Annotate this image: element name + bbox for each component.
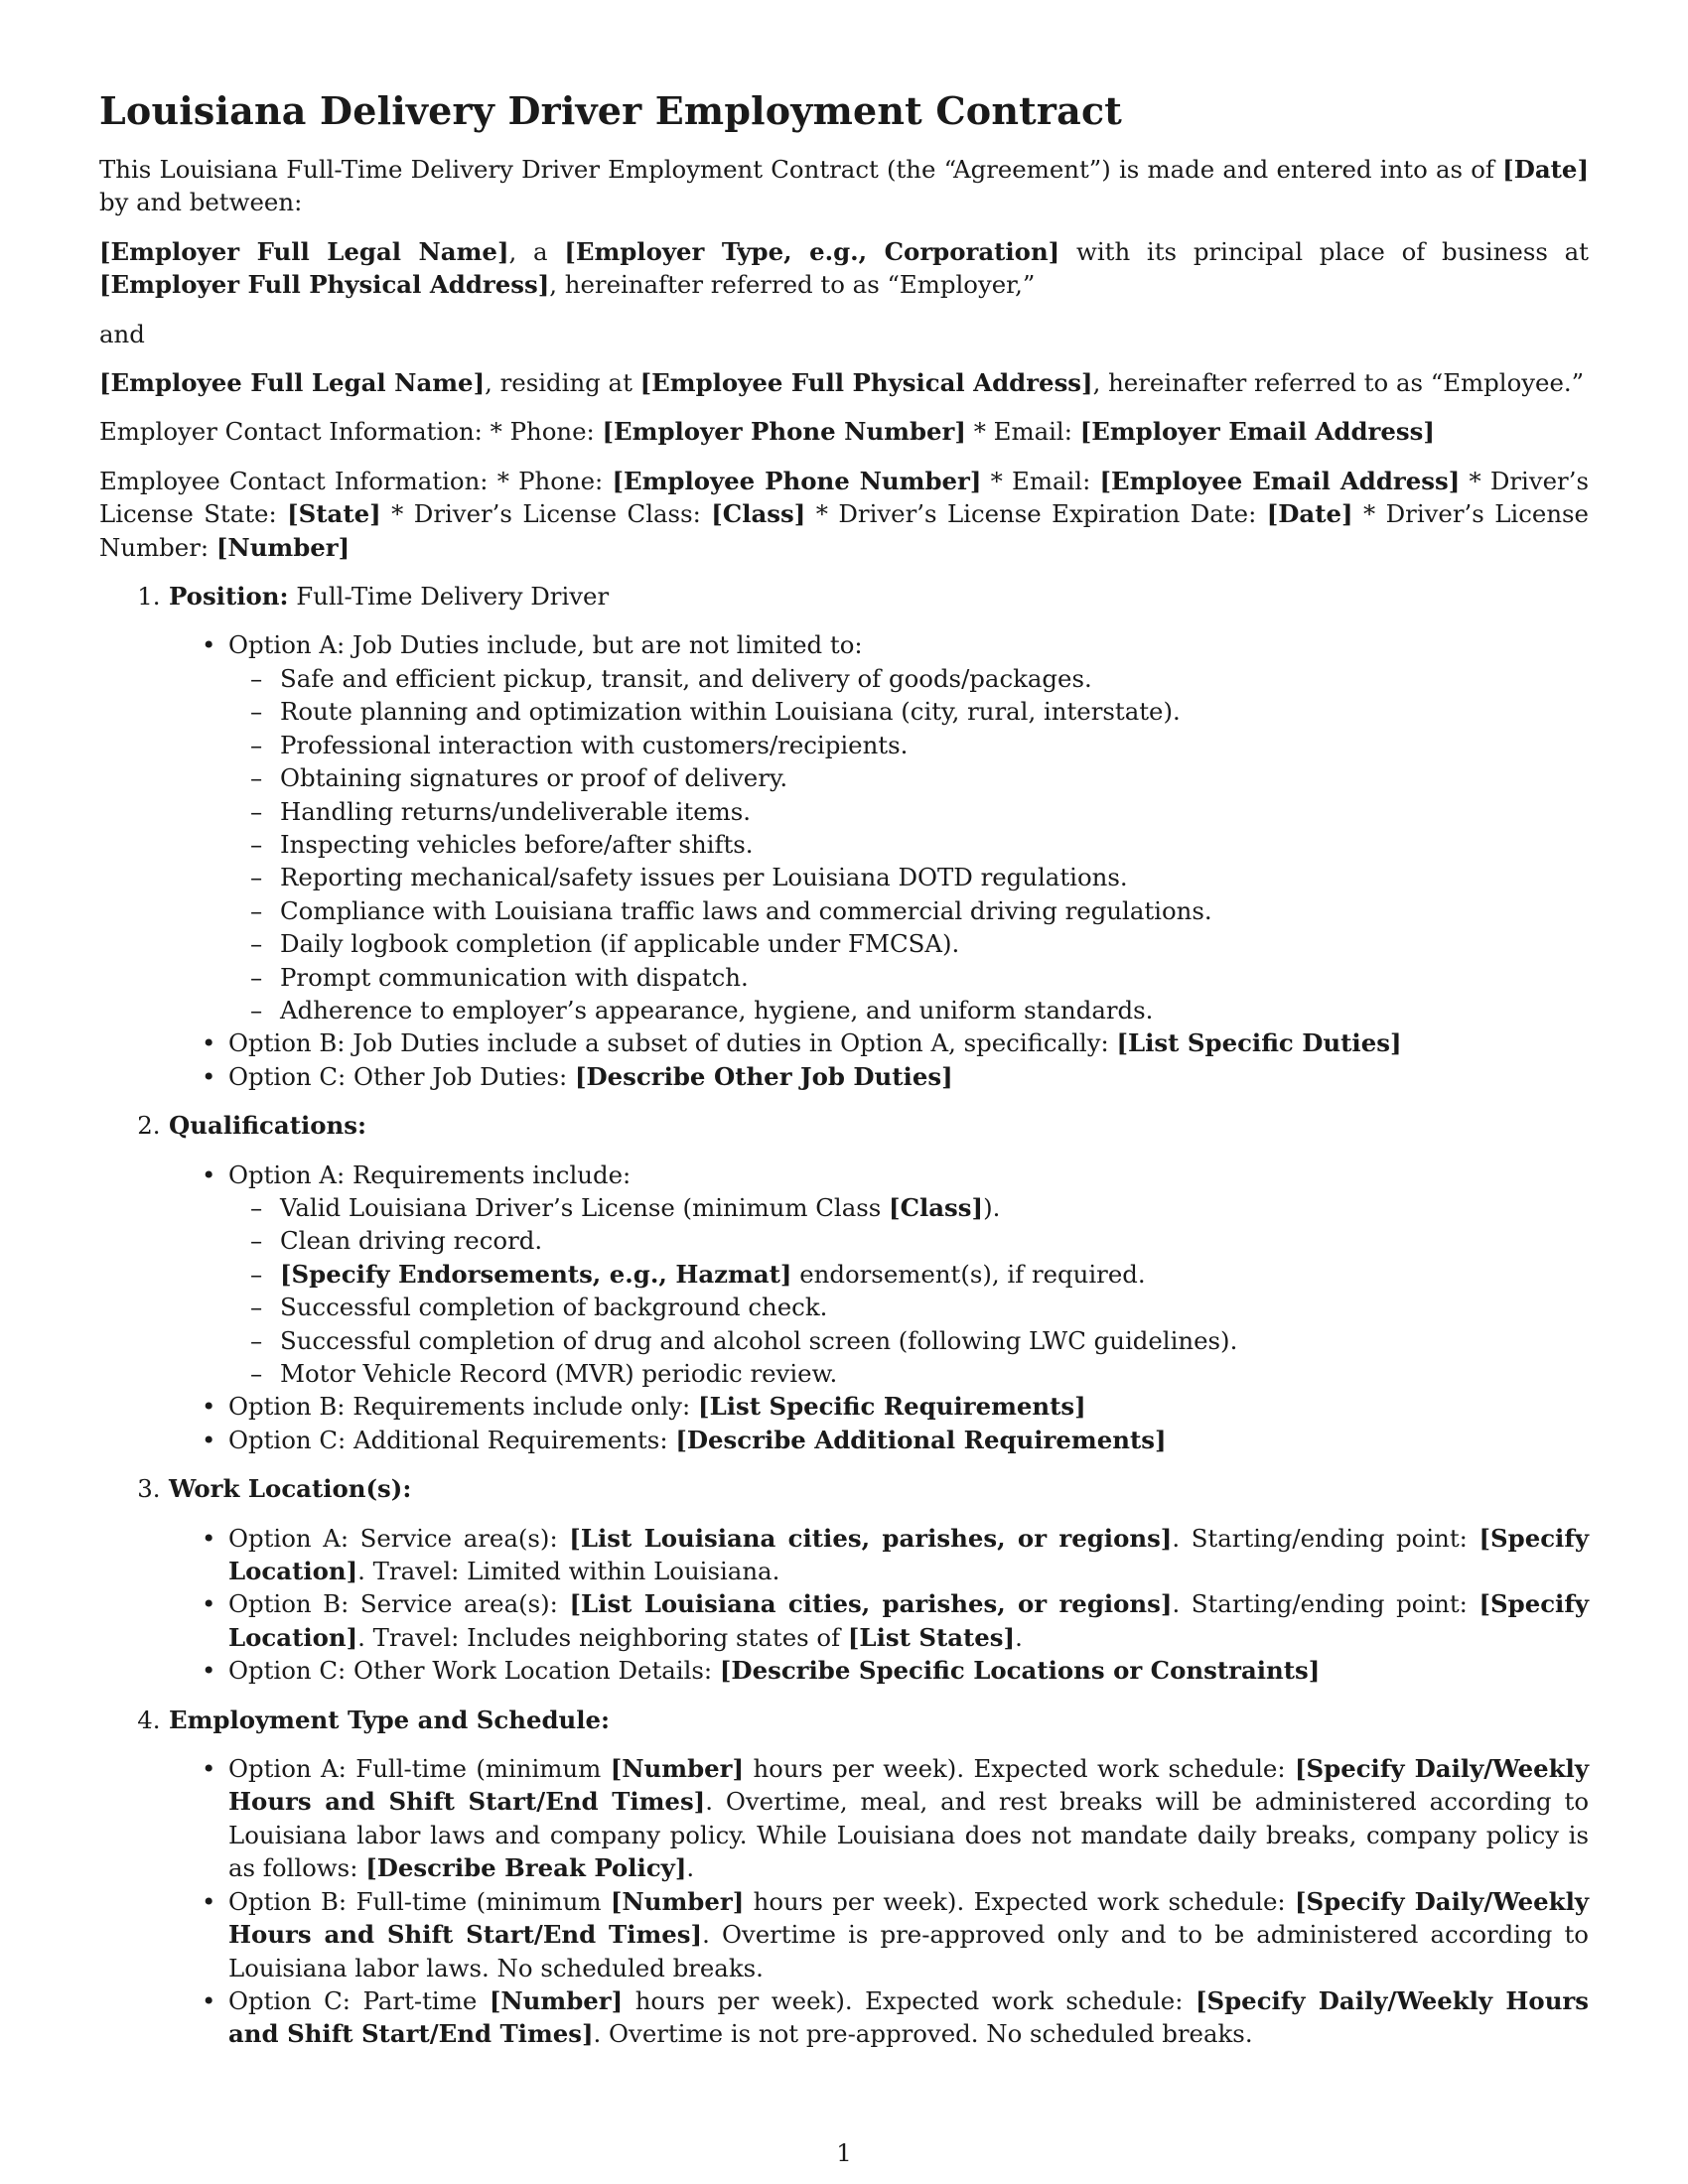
placeholder-date: [Date] (1502, 155, 1589, 184)
section-number: 4. (137, 1705, 161, 1734)
page-title: Louisiana Delivery Driver Employment Contract (99, 88, 1123, 133)
option-c: • Option C: Other Job Duties: [Describe Other Job Duties] (228, 1060, 1589, 1093)
placeholder-employee-name: [Employee Full Legal Name] (99, 368, 486, 398)
list-item: – Route planning and optimization within Louisiana (city, rural, interstate). (280, 695, 1589, 728)
list-item: – Motor Vehicle Record (MVR) periodic review. (280, 1357, 1589, 1390)
option-b: • Option B: Job Duties include a subset of duties in Option A, specifically: [List Specific Duties] (228, 1026, 1589, 1059)
page-number: 1 (836, 2138, 852, 2167)
employee-paragraph: [Employee Full Legal Name], residing at [Employee Full Physical Address], hereinafter referred to as “Employee.” (99, 368, 1585, 398)
list-item: – Reporting mechanical/safety issues per Louisiana DOTD regulations. (280, 861, 1589, 893)
option-a: • Option A: Full-time (minimum [Number] hours per week). Expected work schedule: [Specify Daily/Weekly Hours and Shift Start/End Times]. Overtime, meal, and rest breaks will be administered according to Louisiana labor laws and company policy. While Louisiana does not mandate daily breaks, company policy is as follows: [Describe Break Policy]. (228, 1752, 1589, 1885)
option-b: • Option B: Full-time (minimum [Number] hours per week). Expected work schedule: [Specify Daily/Weekly Hours and Shift Start/End Times]. Overtime is pre-approved only and to be administered according to Louisiana labor laws. No scheduled breaks. (228, 1885, 1589, 1984)
list-item: – Valid Louisiana Driver’s License (minimum Class [Class]). (280, 1191, 1589, 1224)
list-item: – Professional interaction with customers/recipients. (280, 729, 1589, 761)
placeholder-license-class: [Class] (711, 499, 806, 529)
intro-paragraph: This Louisiana Full-Time Delivery Driver Employment Contract (the “Agreement”) is made and entered into as of [Date] by and between: (99, 155, 1589, 217)
option-c: • Option C: Part-time [Number] hours per week). Expected work schedule: [Specify Daily/Weekly Hours and Shift Start/End Times]. Overtime is not pre-approved. No scheduled breaks. (228, 1984, 1589, 2051)
list-item: – Obtaining signatures or proof of delivery. (280, 761, 1589, 794)
option-a: • Option A: Service area(s): [List Louisiana cities, parishes, or regions]. Starting/ending point: [Specify Location]. Travel: Limited within Louisiana. (228, 1522, 1589, 1588)
section-work-location (99, 1472, 1589, 1687)
list-item: – Inspecting vehicles before/after shifts. (280, 828, 1589, 861)
section-title: Position: (169, 582, 289, 612)
contract-sections (99, 580, 1589, 2051)
option-list (99, 1159, 1589, 1457)
option-list (99, 1522, 1589, 1688)
section-position (99, 580, 1589, 1093)
employee-contact: Employee Contact Information: * Phone: [Employee Phone Number] * Email: [Employee Email Address] * Driver’s License State: [State] * Driver’s License Class: [Class] * Driver’s License Expiration Date: [Date] * Driver’s License Number: [Number] (99, 466, 1589, 562)
section-title: Employment Type and Schedule: (169, 1705, 611, 1734)
section-heading: 1. Position: Full-Time Delivery Driver (99, 580, 1589, 613)
placeholder-employer-phone: [Employer Phone Number] (602, 417, 966, 447)
list-item: – Successful completion of background check. (280, 1291, 1589, 1323)
list-item: – Prompt communication with dispatch. (280, 961, 1589, 994)
option-b: • Option B: Service area(s): [List Louisiana cities, parishes, or regions]. Starting/ending point: [Specify Location]. Travel: Includes neighboring states of [List States]. (228, 1587, 1589, 1654)
section-number: 1. (137, 582, 161, 612)
placeholder-employee-phone: [Employee Phone Number] (612, 466, 982, 495)
placeholder-employer-email: [Employer Email Address] (1079, 417, 1435, 447)
section-heading (99, 1472, 1589, 1505)
placeholder-employer-type: [Employer Type, e.g., Corporation] (564, 236, 1060, 266)
option-list (99, 628, 1589, 1093)
option-list (99, 1752, 1589, 2051)
employer-contact: Employer Contact Information: * Phone: [Employer Phone Number] * Email: [Employer Email Address] (99, 417, 1435, 447)
contract-page (99, 85, 1589, 2067)
list-item: – Safe and efficient pickup, transit, and delivery of goods/packages. (280, 662, 1589, 695)
duty-list (228, 662, 1589, 1026)
section-heading (99, 1704, 1589, 1736)
placeholder-license-number: [Number] (215, 532, 351, 562)
section-heading (99, 1109, 1589, 1142)
placeholder-employee-email: [Employee Email Address] (1099, 466, 1461, 495)
list-item: – [Specify Endorsements, e.g., Hazmat] endorsement(s), if required. (280, 1258, 1589, 1291)
list-item: – Adherence to employer’s appearance, hygiene, and uniform standards. (280, 994, 1589, 1026)
employer-paragraph: [Employer Full Legal Name], a [Employer Type, e.g., Corporation] with its principal place of business at [Employer Full Physical Address], hereinafter referred to as “Employer,” (99, 236, 1589, 300)
option-a: • Option A: Requirements include: – Valid Louisiana Driver’s License (minimum Class [Class]). – Clean driving record. – [Specify Endorsements, e.g., Hazmat] endorsement(s), if required. – Successful completion of background check. – Successful completion of drug and alcohol screen (following LWC guidelines). – Motor Vehicle Record (MVR) periodic review. (228, 1159, 1589, 1391)
placeholder-employer-name: [Employer Full Legal Name] (99, 236, 509, 266)
list-item: – Successful completion of drug and alcohol screen (following LWC guidelines). (280, 1324, 1589, 1357)
placeholder-employee-address: [Employee Full Physical Address] (639, 368, 1093, 398)
list-item: – Handling returns/undeliverable items. (280, 795, 1589, 828)
list-item: – Daily logbook completion (if applicable under FMCSA). (280, 927, 1589, 960)
section-title: Qualifications: (169, 1111, 366, 1141)
and-text: and (99, 319, 145, 348)
section-number: 2. (137, 1111, 161, 1141)
option-b: • Option B: Requirements include only: [List Specific Requirements] (228, 1390, 1589, 1423)
option-c: • Option C: Additional Requirements: [Describe Additional Requirements] (228, 1424, 1589, 1456)
placeholder-license-state: [State] (287, 499, 381, 529)
list-item: – Compliance with Louisiana traffic laws and commercial driving regulations. (280, 894, 1589, 927)
option-a: • Option A: Job Duties include, but are not limited to: – Safe and efficient pickup, transit, and delivery of goods/packages. – Route planning and optimization within Louisiana (city, rural, interstate). – Professional interaction with customers/recipients. – Obtaining signatures or proof of delivery. – Handling returns/undeliverable items. – Inspecting vehicles before/after shifts. – Reporting mechanical/safety issues per Louisiana DOTD regulations. – Compliance with Louisiana traffic laws and commercial driving regulations. – Daily logbook completion (if applicable under FMCSA). – Prompt communication with dispatch. – Adherence to employer’s appearance, hygiene, and uniform standards. (228, 628, 1589, 1026)
requirement-list (228, 1191, 1589, 1390)
section-employment-schedule (99, 1704, 1589, 2051)
placeholder-license-expiration: [Date] (1266, 499, 1353, 529)
option-c: • Option C: Other Work Location Details: [Describe Specific Locations or Constraints] (228, 1654, 1589, 1687)
section-title: Work Location(s): (169, 1474, 412, 1504)
list-item: – Clean driving record. (280, 1224, 1589, 1257)
placeholder-employer-address: [Employer Full Physical Address] (99, 270, 550, 300)
section-number: 3. (137, 1474, 161, 1504)
section-qualifications (99, 1109, 1589, 1456)
